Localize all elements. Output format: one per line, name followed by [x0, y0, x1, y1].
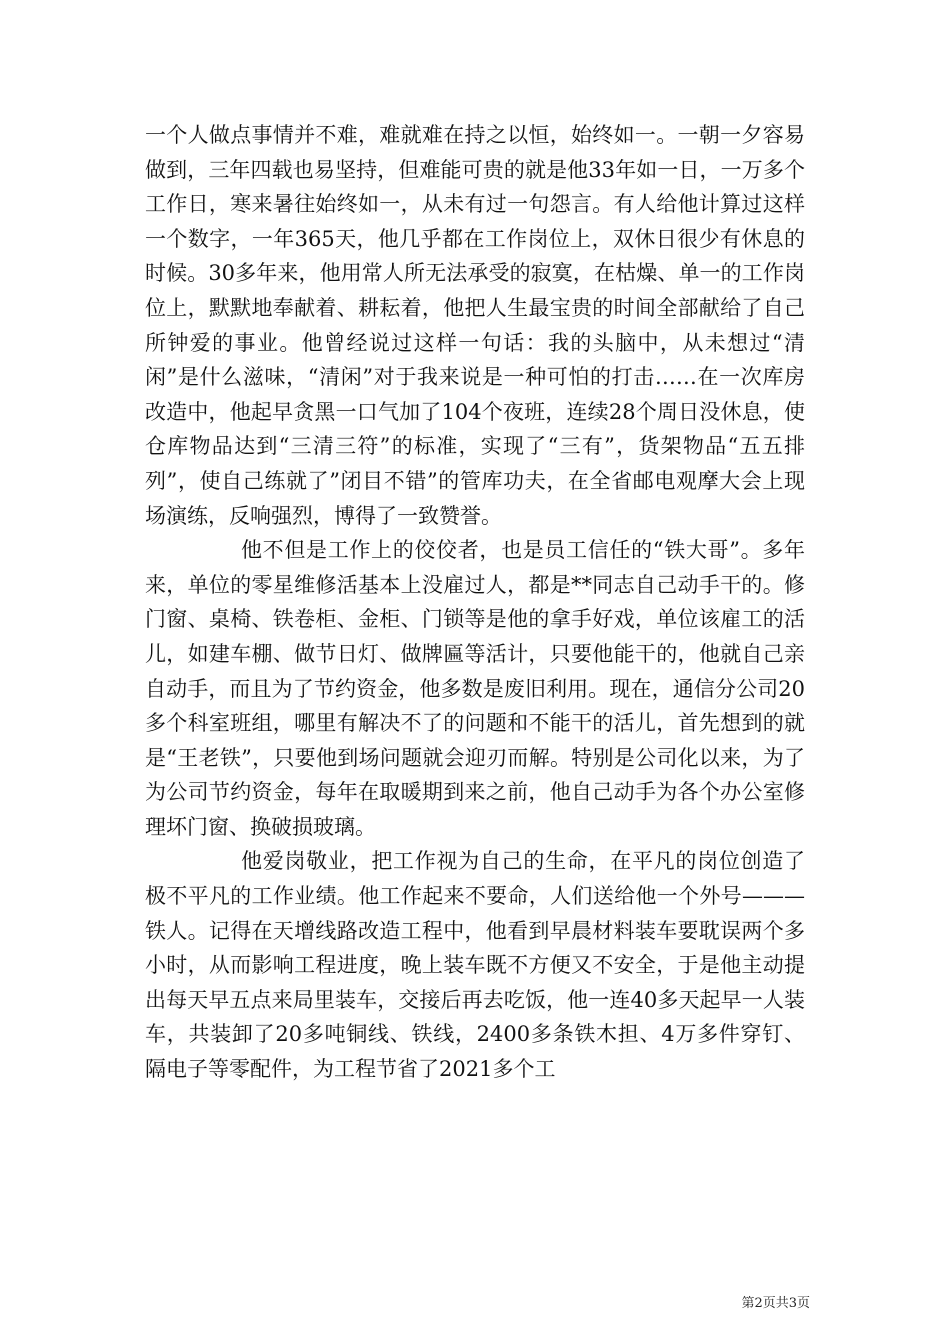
page-number-footer: 第2页共3页 [741, 1296, 810, 1311]
paragraph-3: 他爱岗敬业，把工作视为自己的生命，在平凡的岗位创造了极不平凡的工作业绩。他工作起来不要命，人们送给他一个外号———铁人。记得在天增线路改造工程中，他看到早晨材料装车要耽误两个多小时，从而影响工程进度，晚上装车既不方便又不安全，于是他主动提出每天早五点来局里装车，交接后再去吃饭，他一连40多天起早一人装车，共装卸了20多吨铜线、铁线，2400多条铁木担、4万多件穿钉、隔电子等零配件，为工程节省了2021多个工 [145, 849, 805, 1082]
paragraph-1: 一个人做点事情并不难，难就难在持之以恒，始终如一。一朝一夕容易做到，三年四载也易坚持，但难能可贵的就是他33年如一日，一万多个工作日，寒来暑往始终如一，从未有过一句怨言。有人给他计算过这样一个数字，一年365天，他几乎都在工作岗位上，双休日很少有休息的时候。30多年来，他用常人所无法承受的寂寞，在枯燥、单一的工作岗位上，默默地奉献着、耕耘着，他把人生最宝贵的时间全部献给了自己所钟爱的事业。他曾经说过这样一句话：我的头脑中，从未想过“清闲”是什么滋味，“清闲”对于我来说是一种可怕的打击……在一次库房改造中，他起早贪黑一口气加了104个夜班，连续28个周日没休息，使仓库物品达到“三清三符”的标准，实现了“三有”，货架物品“五五排列”，使自己练就了”闭目不错”的管库功夫，在全省邮电观摩大会上现场演练，反响强烈，博得了一致赞誉。 [145, 123, 805, 528]
body-text [145, 118, 805, 1087]
paragraph-2: 他不但是工作上的佼佼者，也是员工信任的“铁大哥”。多年来，单位的零星维修活基本上没雇过人，都是**同志自己动手干的。修门窗、桌椅、铁卷柜、金柜、门锁等是他的拿手好戏，单位该雇工的活儿，如建车棚、做节日灯、做牌匾等活计，只要他能干的，他就自己亲自动手，而且为了节约资金，他多数是废旧利用。现在，通信分公司20多个科室班组，哪里有解决不了的问题和不能干的活儿，首先想到的就是“王老铁”，只要他到场问题就会迎刃而解。特别是公司化以来，为了为公司节约资金，每年在取暖期到来之前，他自己动手为各个办公室修理坏门窗、换破损玻璃。 [145, 538, 805, 839]
